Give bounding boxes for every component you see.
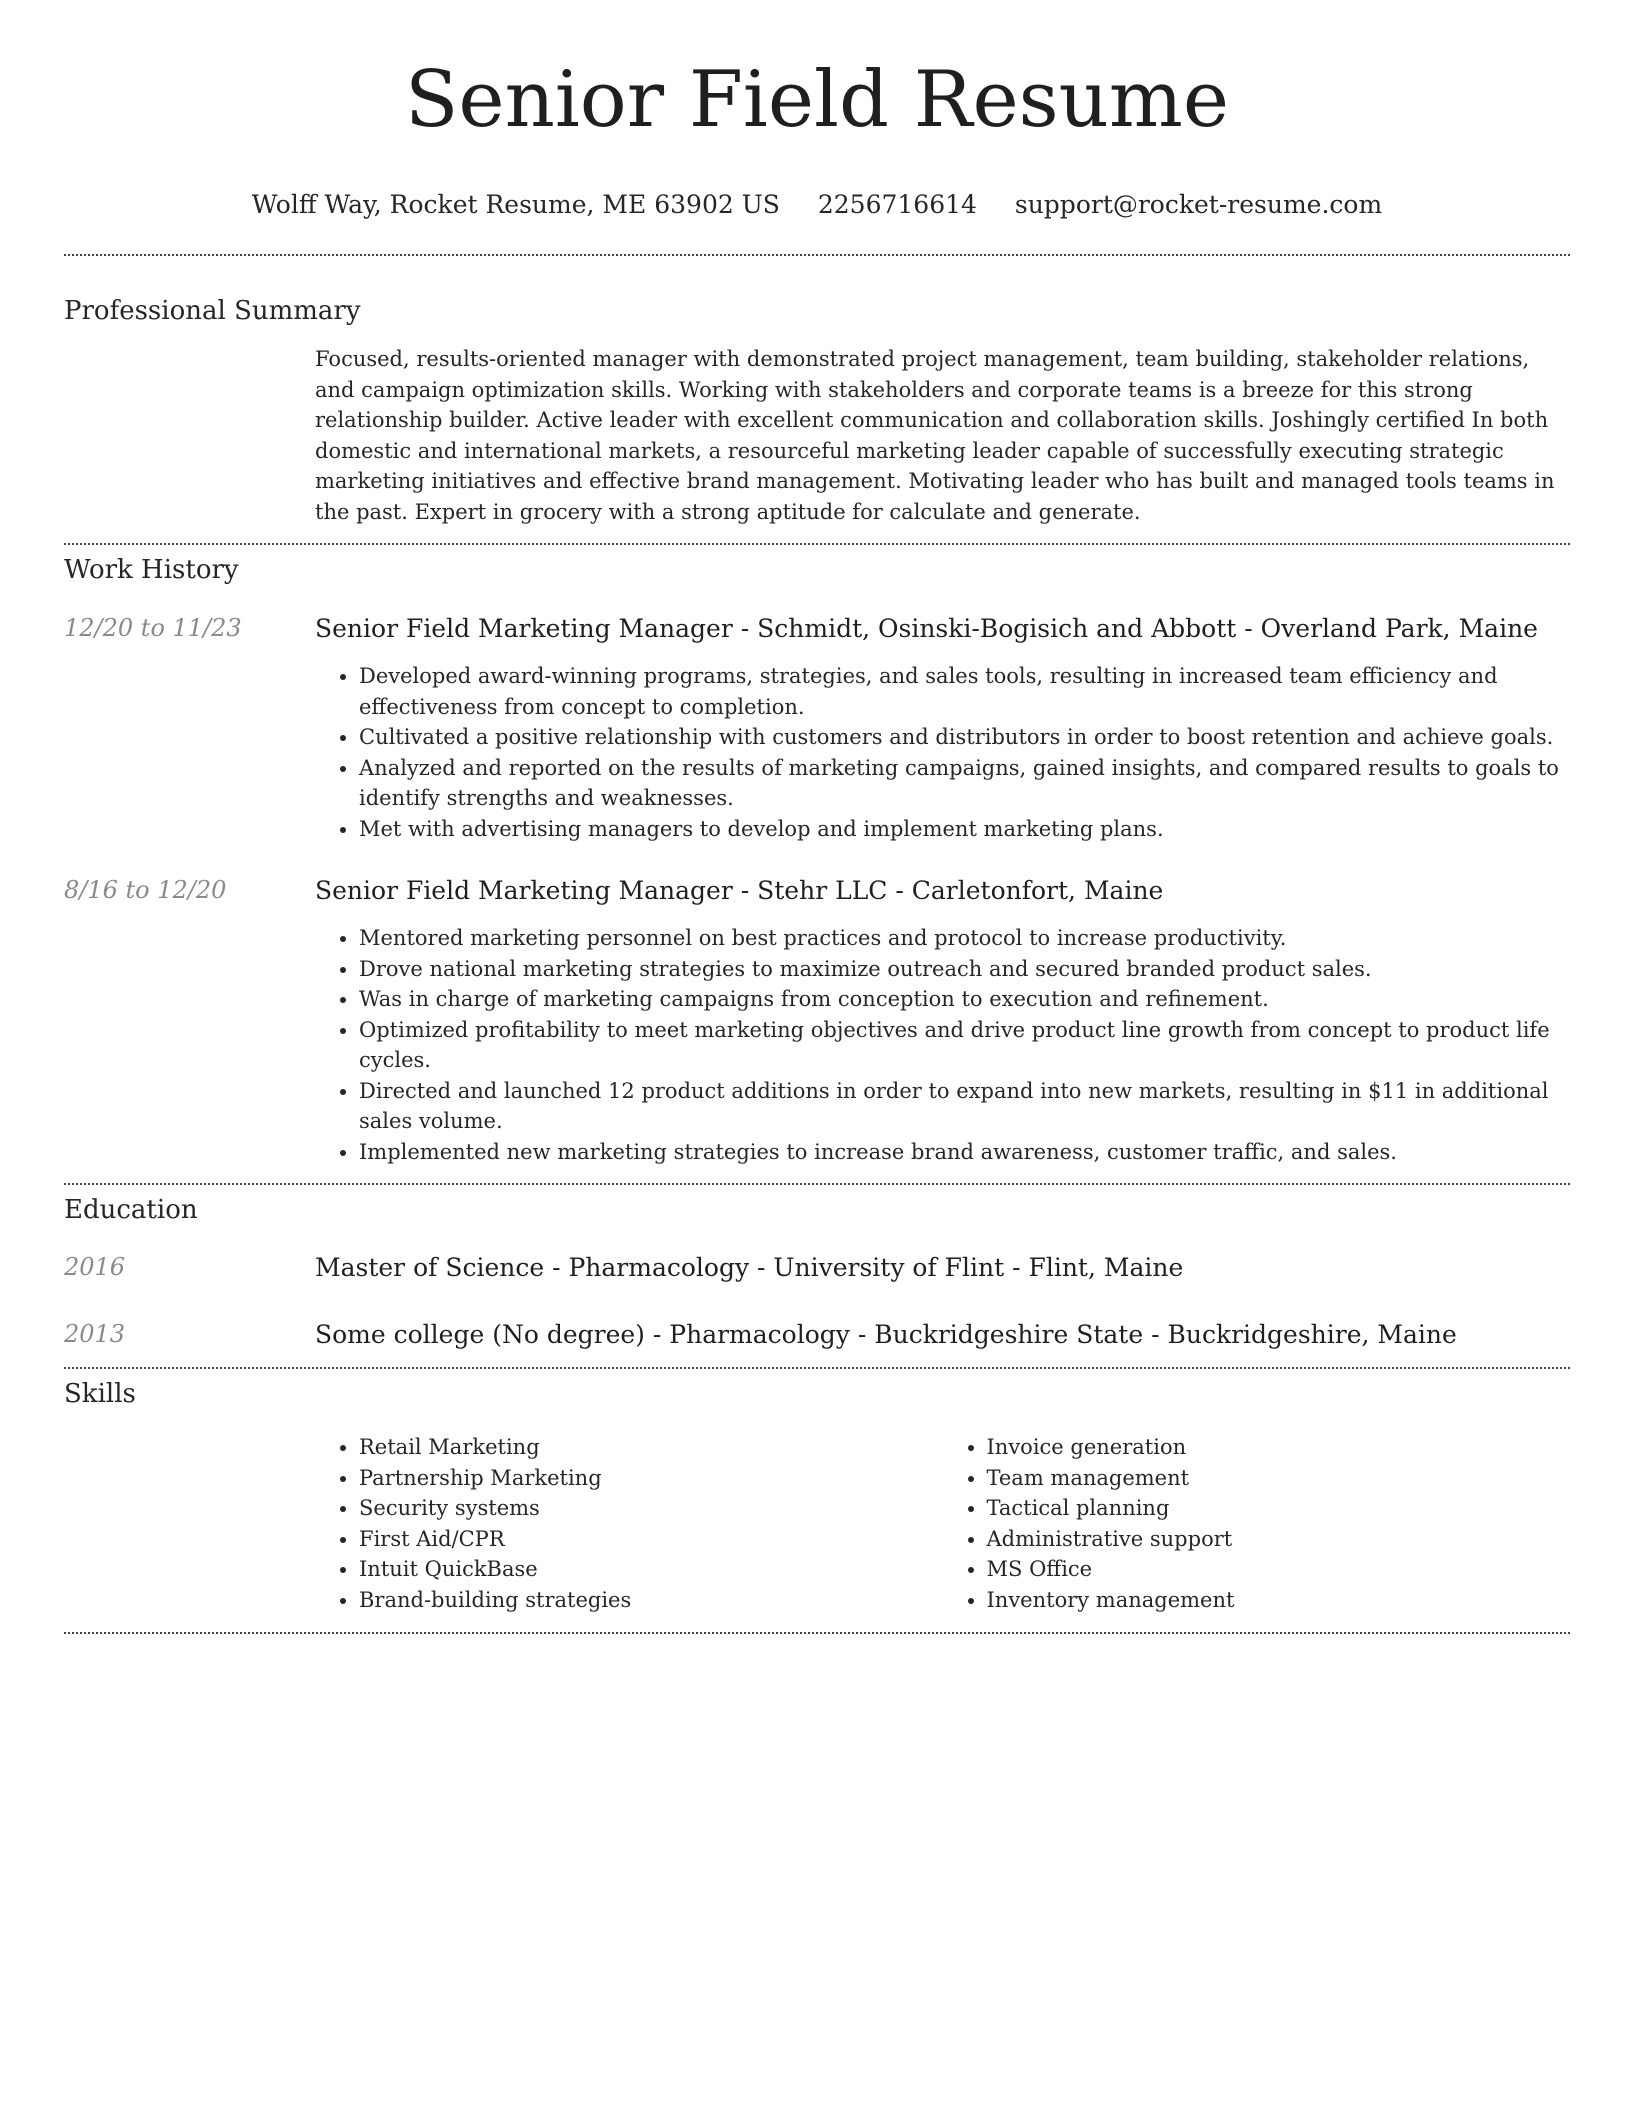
list-item: • Implemented new marketing strategies to increase brand awareness, customer traffic, and sales. — [359, 1137, 1570, 1168]
job-heading: Senior Field Marketing Manager - Stehr LLC - Carletonfort, Maine — [315, 876, 1164, 905]
skill-item: • Tactical planning — [987, 1493, 1571, 1524]
job-entry — [64, 876, 1570, 1167]
skill-item: • Brand-building strategies — [359, 1585, 943, 1616]
list-item: • Drove national marketing strategies to maximize outreach and secured branded product sales. — [359, 954, 1570, 985]
education-section — [64, 1195, 1570, 1350]
education-entry — [64, 1320, 1570, 1350]
resume-page — [64, 0, 1570, 1634]
section-title-education: Education — [64, 1195, 198, 1225]
skill-item: • First Aid/CPR — [359, 1524, 943, 1555]
section-divider — [64, 1367, 1570, 1369]
resume-name: Senior Field Resume — [405, 55, 1229, 145]
skill-item: • Partnership Marketing — [359, 1463, 943, 1494]
skill-item: • Retail Marketing — [359, 1432, 943, 1463]
job-heading: Senior Field Marketing Manager - Schmidt, Osinski-Bogisich and Abbott - Overland Park, Maine — [315, 614, 1538, 643]
list-item: • Cultivated a positive relationship with customers and distributors in order to boost retention and achieve goals. — [359, 722, 1570, 753]
list-item: • Was in charge of marketing campaigns from conception to execution and refinement. — [359, 984, 1570, 1015]
job-bullets — [315, 661, 1570, 844]
contact-address: Wolff Way, Rocket Resume, ME 63902 US — [251, 190, 780, 219]
education-year: 2013 — [64, 1320, 126, 1348]
list-item: • Directed and launched 12 product additions in order to expand into new markets, resulting in $11 in additional sales volume. — [359, 1076, 1570, 1137]
section-title-summary: Professional Summary — [64, 296, 361, 326]
education-heading: Master of Science - Pharmacology - University of Flint - Flint, Maine — [315, 1253, 1184, 1282]
skill-item: • Security systems — [359, 1493, 943, 1524]
list-item: • Met with advertising managers to develop and implement marketing plans. — [359, 814, 1570, 845]
job-entry — [64, 614, 1570, 844]
section-title-work-history: Work History — [64, 555, 239, 585]
skill-item: • Administrative support — [987, 1524, 1571, 1555]
section-divider — [64, 1632, 1570, 1634]
skill-item: • Team management — [987, 1463, 1571, 1494]
job-dates: 12/20 to 11/23 — [64, 614, 242, 642]
skill-item: • Intuit QuickBase — [359, 1554, 943, 1585]
section-divider — [64, 543, 1570, 545]
skills-section — [64, 1379, 1570, 1615]
section-divider — [64, 254, 1570, 256]
summary-text: Focused, results-oriented manager with demonstrated project management, team building, stakeholder relations, and campaign optimization skills. Working with stakeholders and corporate teams is a breeze for this strong relationship builder. Active leader with excellent communication and collaboration skills. Joshingly certified In both domestic and international markets, a resourceful marketing leader capable of successfully executing strategic marketing initiatives and effective brand management. Motivating leader who has built and managed tools teams in the past. Expert in grocery with a strong aptitude for calculate and generate. — [315, 347, 1555, 524]
contact-line — [64, 190, 1570, 220]
skill-item: • Invoice generation — [987, 1432, 1571, 1463]
summary-section — [64, 296, 1570, 527]
list-item: • Developed award-winning programs, strategies, and sales tools, resulting in increased team efficiency and effectiveness from concept to completion. — [359, 661, 1570, 722]
skill-item: • Inventory management — [987, 1585, 1571, 1616]
job-bullets — [315, 923, 1570, 1167]
list-item: • Analyzed and reported on the results of marketing campaigns, gained insights, and compared results to goals to identify strengths and weaknesses. — [359, 753, 1570, 814]
skill-item: • MS Office — [987, 1554, 1571, 1585]
education-year: 2016 — [64, 1253, 126, 1281]
section-divider — [64, 1183, 1570, 1185]
education-entry — [64, 1253, 1570, 1283]
contact-email: support@rocket-resume.com — [1014, 190, 1383, 219]
section-title-skills: Skills — [64, 1379, 136, 1409]
skills-list-left — [315, 1432, 943, 1615]
education-heading: Some college (No degree) - Pharmacology - Buckridgeshire State - Buckridgeshire, Maine — [315, 1320, 1457, 1349]
work-history-section — [64, 555, 1570, 1167]
contact-phone: 2256716614 — [817, 190, 977, 219]
job-dates: 8/16 to 12/20 — [64, 876, 227, 904]
list-item: • Optimized profitability to meet marketing objectives and drive product line growth from concept to product life cycles. — [359, 1015, 1570, 1076]
list-item: • Mentored marketing personnel on best practices and protocol to increase productivity. — [359, 923, 1570, 954]
skills-list-right — [943, 1432, 1571, 1615]
